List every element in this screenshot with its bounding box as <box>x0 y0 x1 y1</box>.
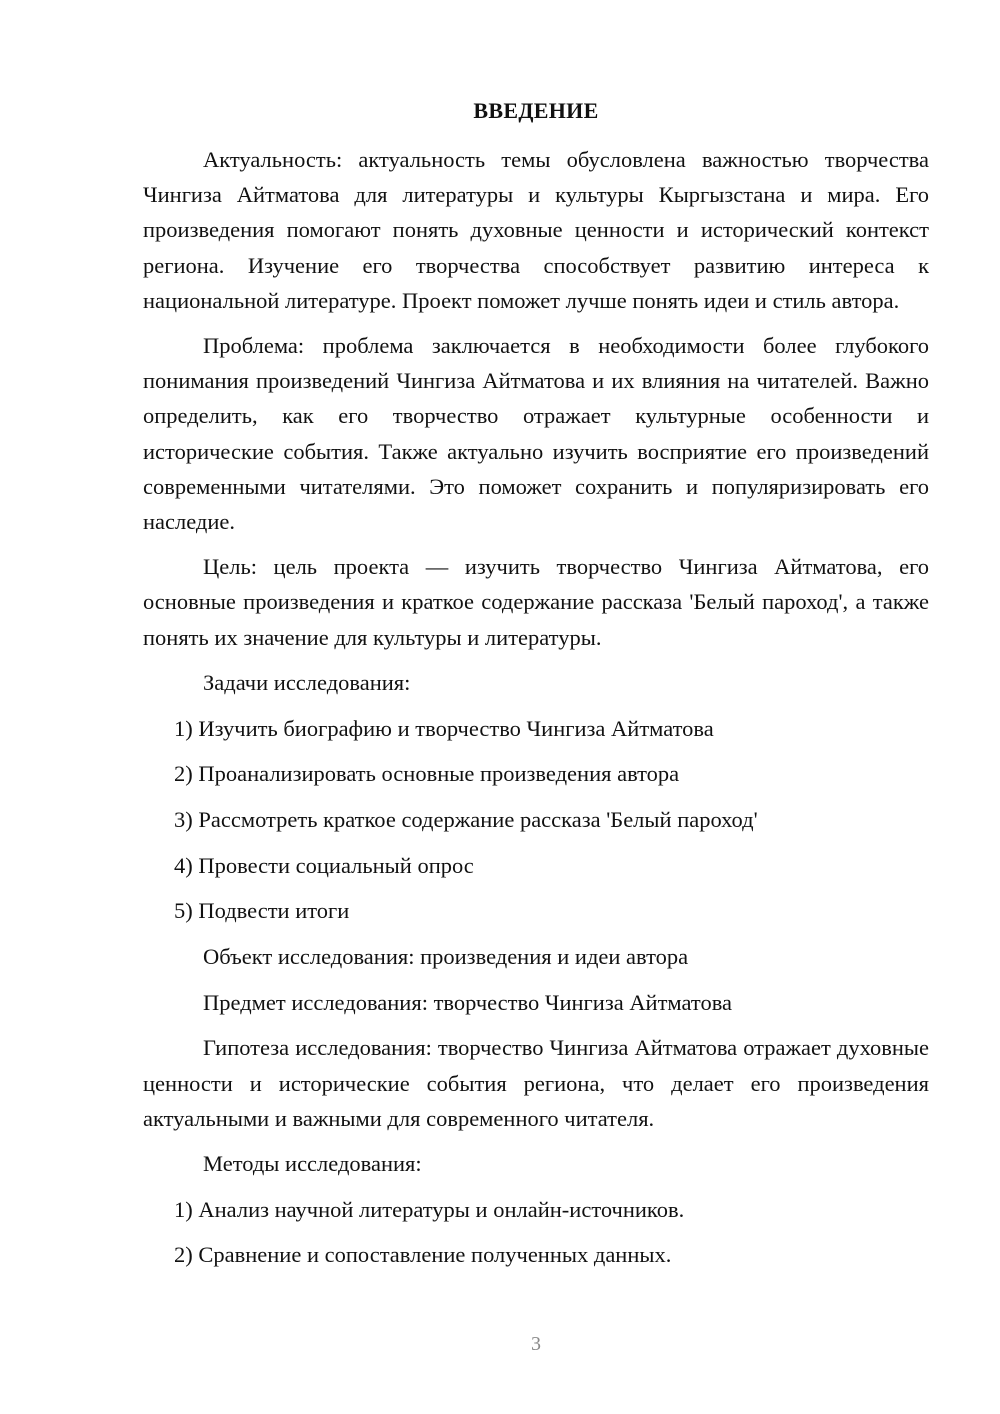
hypothesis-paragraph: Гипотеза исследования: творчество Чингиза Айтматова отражает духовные ценности и исторические события региона, что делает его произведения актуальными и важными для современного читателя. <box>143 1035 929 1131</box>
methods-heading: Методы исследования: <box>203 1151 422 1177</box>
list-item: 1) Анализ научной литературы и онлайн-источников. <box>174 1196 685 1222</box>
document-page <box>143 0 929 1414</box>
research-subject: Предмет исследования: творчество Чингиза Айтматова <box>203 989 733 1015</box>
list-item: 2) Сравнение и сопоставление полученных данных. <box>174 1242 672 1268</box>
research-object: Объект исследования: произведения и идеи автора <box>203 944 689 970</box>
section-title: ВВЕДЕНИЕ <box>473 98 599 123</box>
list-item: 3) Рассмотреть краткое содержание рассказа 'Белый пароход' <box>174 806 758 832</box>
list-item: 1) Изучить биографию и творчество Чингиза Айтматова <box>174 715 714 741</box>
relevance-paragraph: Актуальность: актуальность темы обусловлена важностью творчества Чингиза Айтматова для литературы и культуры Кыргызстана и мира. Его произведения помогают понять духовные ценности и исторический контекст региона. Изучение его творчества способствует развитию интереса к национальной литературе. Проект поможет лучше понять идеи и стиль автора. <box>143 147 929 313</box>
list-item: 5) Подвести итоги <box>174 898 350 924</box>
goal-paragraph: Цель: цель проекта — изучить творчество Чингиза Айтматова, его основные произведения и краткое содержание рассказа 'Белый пароход', а также понять их значение для культуры и литературы. <box>143 554 929 650</box>
page-number: 3 <box>531 1333 541 1355</box>
problem-paragraph: Проблема: проблема заключается в необходимости более глубокого понимания произведений Чингиза Айтматова и их влияния на читателей. Важно определить, как его творчество отражает культурные особенности и исторические события. Также актуально изучить восприятие его произведений современными читателями. Это поможет сохранить и популяризировать его наследие. <box>143 333 929 535</box>
list-item: 2) Проанализировать основные произведения автора <box>174 761 680 787</box>
tasks-heading: Задачи исследования: <box>203 669 411 695</box>
list-item: 4) Провести социальный опрос <box>174 852 474 878</box>
document-body <box>143 142 929 1283</box>
